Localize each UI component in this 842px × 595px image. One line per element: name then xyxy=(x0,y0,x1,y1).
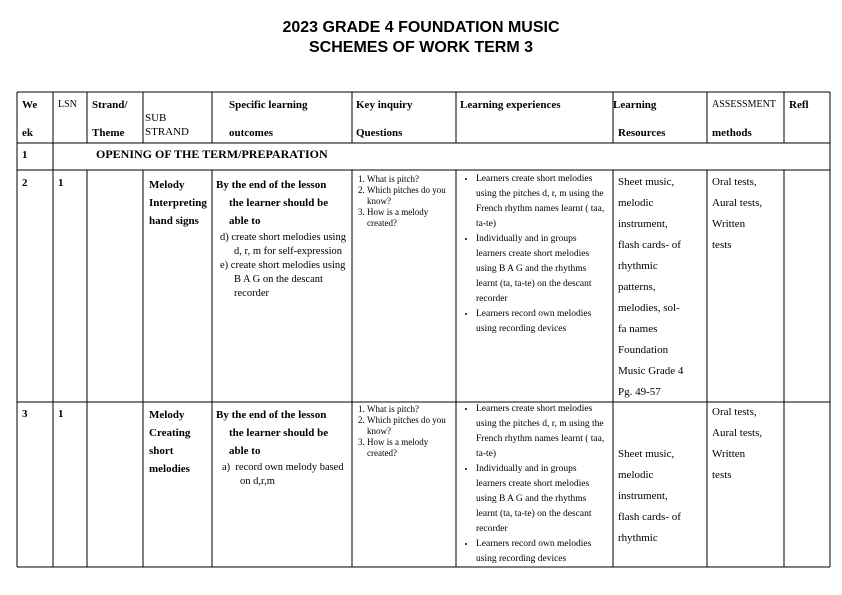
resource-line: rhythmic xyxy=(618,532,658,544)
assessment-line: Aural tests, xyxy=(712,197,763,209)
resource-line: melodies, sol- xyxy=(618,302,680,314)
resource-line: Sheet music, xyxy=(618,176,675,188)
row3-questions xyxy=(354,404,452,459)
row3-sub-strand-line: short xyxy=(149,445,174,457)
question-item: 1. What is pitch? xyxy=(367,404,452,415)
assessment-line: tests xyxy=(712,469,732,481)
outcomes-intro: By the end of the lesson xyxy=(216,179,327,191)
question-item: 1. What is pitch? xyxy=(367,174,452,185)
row2-questions xyxy=(354,174,452,229)
outcomes-intro: able to xyxy=(229,215,261,227)
question-item: 3. How is a melody created? xyxy=(367,207,452,229)
resource-line: Sheet music, xyxy=(618,448,675,460)
resource-line: Foundation xyxy=(618,344,669,356)
row2-outcomes xyxy=(216,176,350,301)
question-item: 2. Which pitches do you know? xyxy=(367,185,452,207)
document-subtitle: SCHEMES OF WORK TERM 3 xyxy=(308,39,533,56)
question-item: 2. Which pitches do you know? xyxy=(367,415,452,437)
header-outcomes-a: Specific learning xyxy=(229,99,308,111)
experience-item: • Learners create short melodies using the pitches d, r, m using the French rhythm names learnt ( taa, ta-te) xyxy=(476,172,608,232)
resource-line: flash cards- of xyxy=(618,511,681,523)
row3-outcomes xyxy=(216,406,350,489)
header-outcomes-b: outcomes xyxy=(229,127,273,139)
row2-sub-strand xyxy=(149,176,207,230)
row3-sub-strand-line: Melody xyxy=(149,409,185,421)
header-inquiry-a: Key inquiry xyxy=(356,99,413,111)
experience-item: • Learners record own melodies using recording devices xyxy=(476,307,608,337)
row3-week: 3 xyxy=(22,408,28,420)
resource-line: flash cards- of xyxy=(618,239,681,251)
row2-lsn: 1 xyxy=(58,177,64,189)
row2-sub-strand-line: Interpreting xyxy=(149,197,207,209)
resource-line: patterns, xyxy=(618,281,656,293)
resource-line: instrument, xyxy=(618,490,668,502)
resource-line: rhythmic xyxy=(618,260,658,272)
resource-line: melodic xyxy=(618,469,654,481)
row2-assessment xyxy=(712,172,782,256)
header-resources-a: Learning xyxy=(613,99,657,111)
experience-item: • Learners create short melodies using the pitches d, r, m using the French rhythm names learnt ( taa, ta-te) xyxy=(476,402,608,462)
row2-week: 2 xyxy=(22,177,28,189)
resource-line: Music Grade 4 xyxy=(618,365,684,377)
row2-resources xyxy=(618,172,706,403)
outcomes-intro: able to xyxy=(229,445,261,457)
assessment-line: Oral tests, xyxy=(712,406,757,418)
header-inquiry-b: Questions xyxy=(356,127,403,139)
row3-sub-strand-line: melodies xyxy=(149,463,190,475)
header-sub-a: SUB xyxy=(145,112,167,124)
row3-sub-strand xyxy=(149,406,190,478)
header-week-a: We xyxy=(22,99,38,111)
outcome-item: d) create short melodies using d, r, m for self-expression xyxy=(220,232,346,257)
resource-line: instrument, xyxy=(618,218,668,230)
assessment-line: Written xyxy=(712,218,746,230)
assessment-line: tests xyxy=(712,239,732,251)
header-strand-a: Strand/ xyxy=(92,99,128,111)
header-sub-b: STRAND xyxy=(145,126,190,138)
row3-resources xyxy=(618,444,706,549)
header-assessment-a: ASSESSMENT xyxy=(712,99,776,110)
experience-item: • Learners record own melodies using recording devices xyxy=(476,537,608,567)
header-assessment-b: methods xyxy=(712,127,752,139)
row3-experiences xyxy=(462,402,608,567)
header-resources-b: Resources xyxy=(618,127,666,139)
outcomes-intro: By the end of the lesson xyxy=(216,409,327,421)
row3-lsn: 1 xyxy=(58,408,64,420)
outcomes-intro: the learner should be xyxy=(229,197,329,209)
row3-sub-strand-line: Creating xyxy=(149,427,191,439)
header-week-b: ek xyxy=(22,127,33,139)
resource-line: melodic xyxy=(618,197,654,209)
header-strand-b: Theme xyxy=(92,127,125,139)
document-title: 2023 GRADE 4 FOUNDATION MUSIC xyxy=(282,19,560,36)
resource-line: Pg. 49-57 xyxy=(618,386,661,398)
header-reflection: Refl xyxy=(789,99,809,111)
resource-line: fa names xyxy=(618,323,658,335)
header-lsn: LSN xyxy=(58,99,77,110)
outcome-item: a) record own melody based on d,r,m xyxy=(222,462,344,487)
row3-assessment xyxy=(712,402,782,486)
header-experiences: Learning experiences xyxy=(460,99,561,111)
assessment-line: Written xyxy=(712,448,746,460)
row2-experiences xyxy=(462,172,608,337)
assessment-line: Aural tests, xyxy=(712,427,763,439)
assessment-line: Oral tests, xyxy=(712,176,757,188)
question-item: 3. How is a melody created? xyxy=(367,437,452,459)
outcome-item: e) create short melodies using B A G on the descant recorder xyxy=(220,260,346,299)
opening-week: 1 xyxy=(22,149,28,161)
experience-item: • Individually and in groups learners create short melodies using B A G and the rhythms learnt (ta, ta-te) on the descant recorder xyxy=(476,232,608,307)
opening-text: OPENING OF THE TERM/PREPARATION xyxy=(96,147,328,161)
row2-sub-strand-line: hand signs xyxy=(149,215,199,227)
experience-item: • Individually and in groups learners create short melodies using B A G and the rhythms learnt (ta, ta-te) on the descant recorder xyxy=(476,462,608,537)
outcomes-intro: the learner should be xyxy=(229,427,329,439)
row2-sub-strand-line: Melody xyxy=(149,179,185,191)
